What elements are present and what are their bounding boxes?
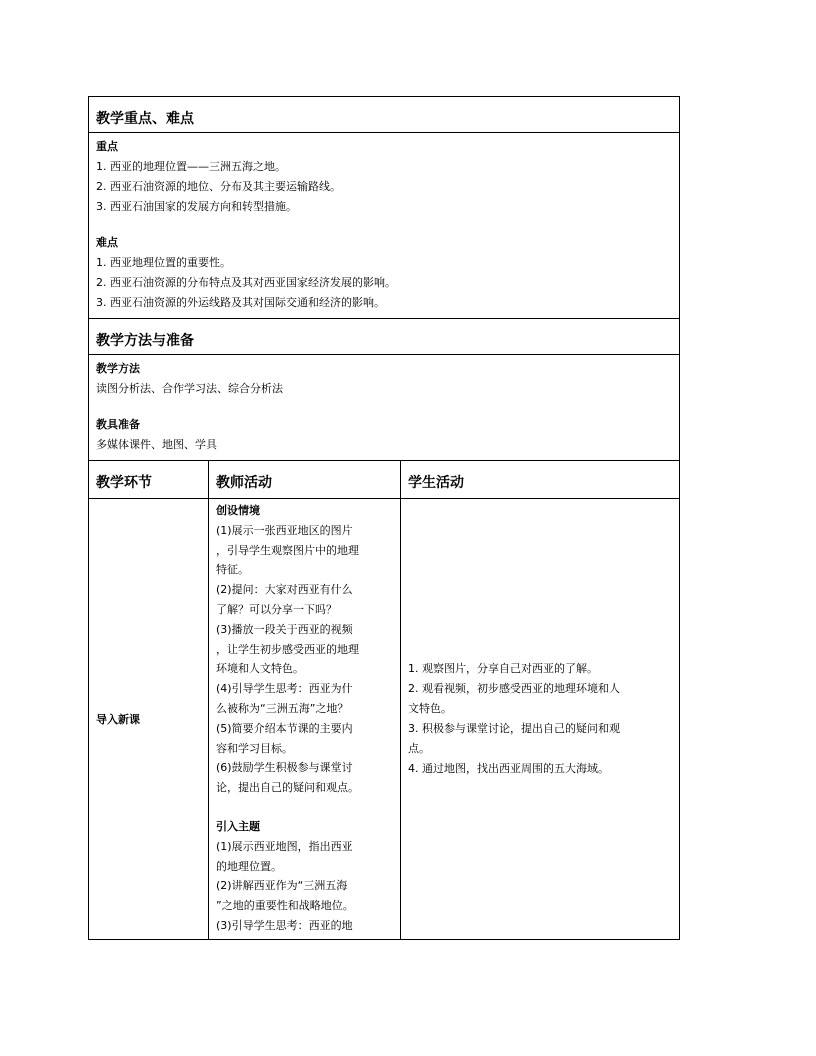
teacher-line: 的地理位置。 [216, 859, 282, 873]
header-stage: 教学环节 [89, 461, 209, 498]
method-label: 教学方法 [96, 362, 140, 375]
lesson-plan-table [88, 96, 680, 940]
focus-section-title: 教学重点、难点 [89, 97, 679, 133]
teacher-line: 环境和人文特色。 [216, 662, 304, 676]
difficult-point-item: 1. 西亚地理位置的重要性。 [96, 256, 231, 269]
teacher-sub-heading: 引入主题 [216, 819, 260, 833]
student-line: 1. 观察图片，分享自己对西亚的了解。 [408, 662, 598, 675]
student-line: 文特色。 [408, 702, 452, 715]
difficult-point-item: 3. 西亚石油资源的外运线路及其对国际交通和经济的影响。 [96, 296, 385, 309]
teacher-line: (2)讲解西亚作为“三洲五海 [216, 879, 348, 893]
stage-cell: 导入新课 [89, 499, 209, 939]
key-point-item: 3. 西亚石油国家的发展方向和转型措施。 [96, 200, 297, 213]
method-text: 读图分析法、合作学习法、综合分析法 [96, 382, 283, 395]
student-line: 点。 [408, 742, 430, 755]
teacher-activity-cell [209, 499, 401, 939]
teacher-line: ，引导学生观察图片中的地理 [216, 543, 359, 557]
key-points-label: 重点 [96, 140, 118, 153]
teacher-line: (1)展示西亚地图，指出西亚 [216, 839, 353, 853]
teacher-line: 特征。 [216, 563, 249, 577]
teacher-line: 容和学习目标。 [216, 741, 293, 755]
teacher-line: (5)简要介绍本节课的主要内 [216, 721, 353, 735]
difficult-points-label: 难点 [96, 236, 118, 249]
teacher-line: 论，提出自己的疑问和观点。 [216, 781, 359, 795]
header-student-activity: 学生活动 [408, 475, 464, 491]
method-section-body [89, 355, 679, 461]
method-section-title: 教学方法与准备 [89, 319, 679, 355]
header-teacher-activity: 教师活动 [209, 461, 401, 498]
teacher-line: (4)引导学生思考：西亚为什 [216, 682, 353, 696]
teacher-line: ，让学生初步感受西亚的地理 [216, 642, 359, 656]
table-row [89, 499, 679, 939]
difficult-point-item: 2. 西亚石油资源的分布特点及其对西亚国家经济发展的影响。 [96, 276, 396, 289]
teacher-line: ”之地的重要性和战略地位。 [216, 899, 354, 913]
tools-text: 多媒体课件、地图、学具 [96, 438, 217, 451]
teacher-line: (1)展示一张西亚地区的图片 [216, 523, 353, 537]
teacher-sub-heading: 创设情境 [216, 504, 260, 517]
activity-table-header [89, 461, 679, 499]
student-activity-cell [401, 499, 679, 939]
key-point-item: 1. 西亚的地理位置——三洲五海之地。 [96, 160, 286, 173]
teacher-line: (3)引导学生思考：西亚的地 [216, 918, 353, 932]
teacher-line: (2)提问：大家对西亚有什么 [216, 583, 353, 597]
key-point-item: 2. 西亚石油资源的地位、分布及其主要运输路线。 [96, 180, 341, 193]
teacher-line: 么被称为“三洲五海”之地？ [216, 701, 349, 715]
teacher-line: (3)播放一段关于西亚的视频 [216, 622, 353, 636]
tools-label: 教具准备 [96, 418, 140, 431]
teacher-line: 了解？可以分享一下吗？ [216, 602, 337, 616]
student-line: 3. 积极参与课堂讨论，提出自己的疑问和观 [408, 722, 620, 735]
student-line: 2. 观看视频，初步感受西亚的地理环境和人 [408, 682, 620, 695]
teacher-line: (6)鼓励学生积极参与课堂讨 [216, 761, 353, 775]
student-line: 4. 通过地图，找出西亚周围的五大海域。 [408, 762, 609, 775]
focus-section-body [89, 133, 679, 319]
